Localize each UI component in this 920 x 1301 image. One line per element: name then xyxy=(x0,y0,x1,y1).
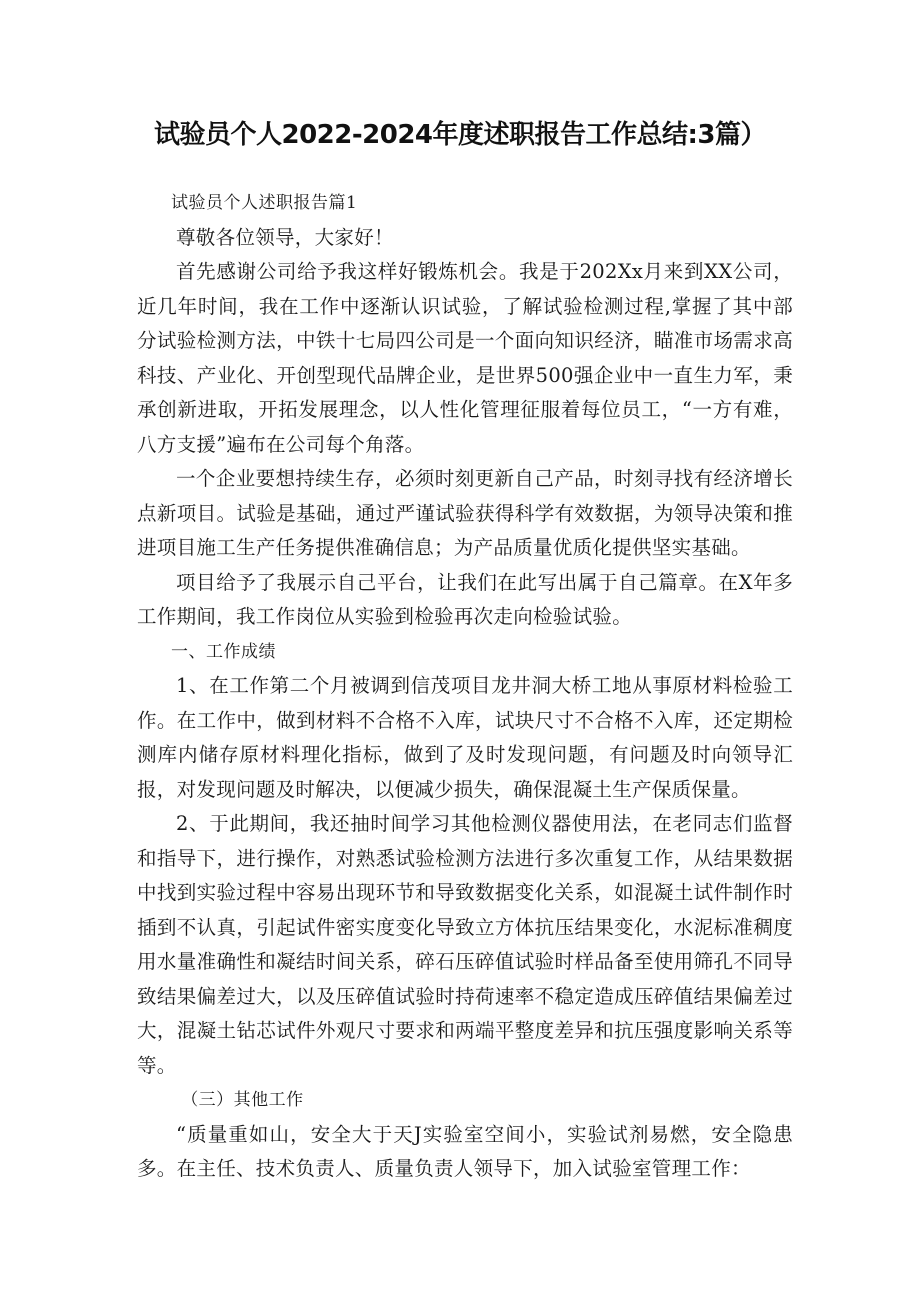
body-paragraph: 2、于此期间，我还抽时间学习其他检测仪器使用法，在老同志们监督和指导下，进行操作，对熟悉试验检测方法进行多次重复工作，从结果数据中找到实验过程中容易出现环节和导致数据变化关系，如混凝土试件制作时插到不认真，引起试件密实度变化导致立方体抗压结果变化，水泥标准稠度用水量准确性和凝结时间关系，碎石压碎值试验时样品备至使用筛孔不同导致结果偏差过大，以及压碎值试验时持荷速率不稳定造成压碎值结果偏差过大，混凝土钻芯试件外观尺寸要求和两端平整度差异和抗压强度影响关系等等。 xyxy=(137,812,793,1077)
section-heading: （三）其他工作 xyxy=(181,1090,304,1110)
body-paragraph: 1、在工作第二个月被调到信茂项目龙井洞大桥工地从事原材料检验工作。在工作中，做到材料不合格不入库，试块尺寸不合格不入库，还定期检测库内储存原材料理化指标，做到了及时发现问题，有问题及时向领导汇报，对发现问题及时解决，以便减少损失，确保混凝土生产保质保量。 xyxy=(137,674,793,801)
body-paragraph: 一个企业要想持续生存，必须时刻更新自己产品，时刻寻找有经济增长点新项目。试验是基础，通过严谨试验获得科学有效数据，为领导决策和推进项目施工生产任务提供准确信息；为产品质量优质化提供坚实基础。 xyxy=(137,467,793,559)
document-title: 试验员个人2022-2024年度述职报告工作总结:3篇） xyxy=(153,120,766,150)
body-paragraph: 项目给予了我展示自己平台，让我们在此写出属于自己篇章。在X年多工作期间，我工作岗位从实验到检验再次走向检验试验。 xyxy=(137,570,793,628)
section-heading: 一、工作成绩 xyxy=(171,641,276,662)
document-body xyxy=(137,186,793,1187)
body-paragraph: 首先感谢公司给予我这样好锻炼机会。我是于202Xx月来到XX公司，近几年时间，我在工作中逐渐认识试验，了解试验检测过程,掌握了其中部分试验检测方法，中铁十七局四公司是一个面向知识经济，瞄准市场需求高科技、产业化、开创型现代品牌企业，是世界500强企业中一直生力军，秉承创新进取，开拓发展理念，以人性化管理征服着每位员工，“一方有难，八方支援”遍布在公司每个角落。 xyxy=(137,260,793,456)
body-paragraph: “质量重如山，安全大于天J实验室空间小，实验试剂易燃，安全隐患多。在主任、技术负责人、质量负责人领导下，加入试验室管理工作： xyxy=(137,1122,793,1180)
greeting-paragraph: 尊敬各位领导，大家好！ xyxy=(176,225,394,249)
section-heading: 试验员个人述职报告篇1 xyxy=(171,193,358,213)
